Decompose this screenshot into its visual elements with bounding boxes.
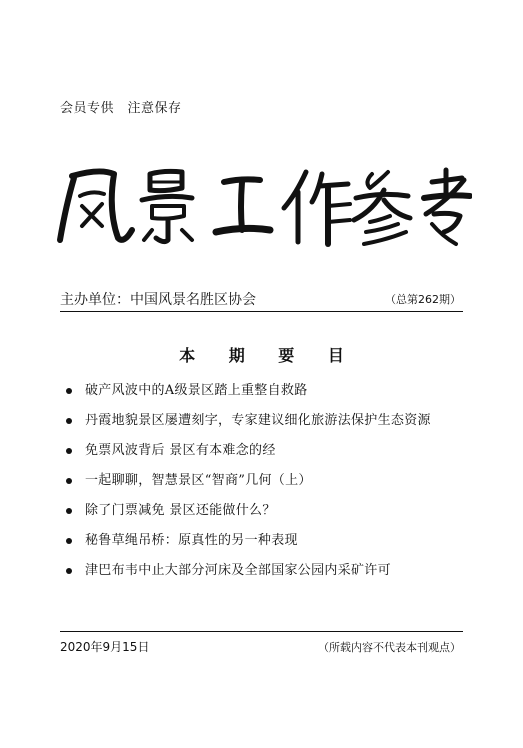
toc-item [66, 406, 431, 436]
bullet-icon [66, 388, 72, 394]
bullet-icon [66, 478, 72, 484]
bullet-icon [66, 418, 72, 424]
toc-item [66, 376, 431, 406]
header-divider [60, 311, 463, 312]
toc-item [66, 526, 431, 556]
bullet-icon [66, 508, 72, 514]
publish-date: 2020年9月15日 [60, 640, 150, 654]
footer-divider [60, 631, 463, 632]
toc-item-text: 破产风波中的A级景区踏上重整自救路 [85, 383, 308, 398]
bullet-icon [66, 538, 72, 544]
toc-item [66, 496, 431, 526]
masthead-calligraphy [52, 160, 472, 250]
toc-list [66, 376, 431, 586]
toc-item [66, 466, 431, 496]
masthead-logo [52, 160, 472, 250]
toc-item [66, 556, 431, 586]
toc-item-text: 秘鲁草绳吊桥：原真性的另一种表现 [85, 533, 298, 548]
organizer-line: 主办单位：中国风景名胜区协会 [60, 292, 256, 308]
member-notice: 会员专供 注意保存 [60, 101, 182, 116]
bullet-icon [66, 568, 72, 574]
issue-number: （总第262期） [385, 293, 461, 306]
toc-item-text: 免票风波背后 景区有本难念的经 [85, 443, 276, 458]
toc-item-text: 一起聊聊，智慧景区“智商”几何（上） [85, 473, 312, 488]
disclaimer: （所载内容不代表本刊观点） [318, 641, 461, 654]
toc-item-text: 丹霞地貌景区屡遭刻字，专家建议细化旅游法保护生态资源 [85, 413, 431, 428]
toc-item [66, 436, 431, 466]
toc-heading: 本 期 要 目 [179, 346, 358, 365]
toc-item-text: 除了门票减免 景区还能做什么？ [85, 503, 276, 518]
toc-item-text: 津巴布韦中止大部分河床及全部国家公园内采矿许可 [85, 563, 391, 578]
bullet-icon [66, 448, 72, 454]
